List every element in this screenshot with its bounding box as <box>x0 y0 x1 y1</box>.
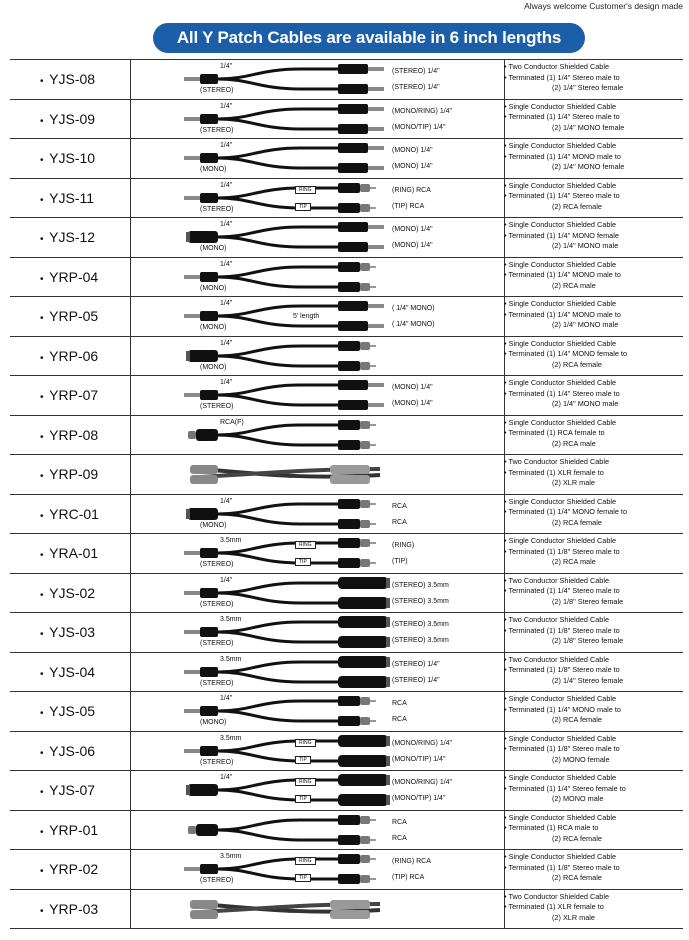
description-line: • Terminated (1) 1/4" MONO female <box>504 230 619 240</box>
cable-label: (MONO) 1/4" <box>392 400 433 407</box>
cable-description <box>504 655 682 687</box>
cable-table <box>10 59 683 929</box>
cable-label: (MONO) 1/4" <box>392 226 433 233</box>
description-line: (2) 1/4" Stereo female <box>552 675 624 685</box>
part-code: • YRP-08 <box>40 426 99 443</box>
part-code: • YRP-05 <box>40 308 99 324</box>
description-line: (2) RCA female <box>552 201 602 211</box>
description-line: • Single Conductor Shielded Cable <box>504 733 617 743</box>
cable-description <box>504 852 682 884</box>
cable-label: 1/4" <box>220 181 233 189</box>
cable-label: TIP <box>295 874 311 882</box>
cable-label: (MONO/RING) 1/4" <box>392 739 453 747</box>
cable-label: (STEREO) 3.5mm <box>392 581 449 589</box>
cable-description <box>504 62 682 94</box>
cable-label: (MONO) <box>200 521 227 529</box>
table-row <box>10 652 683 692</box>
description-line: (2) RCA female <box>552 873 602 882</box>
cable-label: 1/4" <box>220 260 233 268</box>
description-line: • Single Conductor Shielded Cable <box>504 852 617 861</box>
cable-label: (TIP) <box>392 558 408 565</box>
cable-label: (STEREO) <box>200 758 234 766</box>
cable-label: (STEREO) <box>200 679 234 687</box>
table-row <box>10 99 683 139</box>
description-line: • Single Conductor Shielded Cable <box>504 220 617 229</box>
description-line: • Two Conductor Shielded Cable <box>504 457 610 466</box>
cable-label: TIP <box>295 558 311 566</box>
cable-label: (STEREO) 1/4" <box>392 84 440 91</box>
description-line: • Terminated (1) RCA male to <box>504 823 599 832</box>
part-code: • YRA-01 <box>40 545 99 561</box>
description-line: • Terminated (1) XLR female to <box>504 467 604 477</box>
description-line: • Two Conductor Shielded Cable <box>504 62 610 71</box>
part-code: • YJS-09 <box>40 110 96 127</box>
cable-label: 3.5mm <box>220 655 242 663</box>
description-line: (2) MONO female <box>552 754 610 764</box>
cable-illustration <box>130 692 504 730</box>
cable-illustration <box>130 850 504 888</box>
part-code: • YJS-10 <box>40 150 96 166</box>
description-line: (2) 1/8" Stereo female <box>552 596 624 606</box>
part-code: • YJS-05 <box>40 703 96 719</box>
cable-illustration <box>130 337 504 375</box>
part-code: • YRP-06 <box>40 347 99 364</box>
cable-label: (STEREO) 3.5mm <box>392 637 449 644</box>
cable-label: ( 1/4" MONO) <box>392 305 435 312</box>
cable-illustration <box>130 613 504 651</box>
cable-label: (STEREO) 1/4" <box>392 676 440 684</box>
description-line: • Terminated (1) 1/4" Stereo male to <box>504 112 620 121</box>
part-code: • YRP-01 <box>40 821 99 838</box>
cable-illustration <box>130 455 504 493</box>
cable-description <box>504 892 682 924</box>
cable-label: RING <box>295 739 316 747</box>
description-line: (2) 1/8" Stereo female <box>552 636 624 645</box>
part-code: • YRP-02 <box>40 861 99 877</box>
table-row <box>10 612 683 652</box>
description-line: • Single Conductor Shielded Cable <box>504 496 617 506</box>
cable-label: RCA <box>392 518 407 526</box>
cable-illustration <box>130 60 504 98</box>
description-line: • Terminated (1) 1/4" MONO male to <box>504 270 621 279</box>
cable-label: 3.5mm <box>220 537 242 544</box>
part-code: • YRP-03 <box>40 900 99 917</box>
cable-label: RING <box>295 857 316 865</box>
cable-description <box>504 536 682 568</box>
cable-label: (STEREO) <box>200 126 234 134</box>
cable-illustration <box>130 139 504 177</box>
cable-illustration <box>130 179 504 217</box>
description-line: • Terminated (1) 1/8" Stereo male to <box>504 862 620 872</box>
part-code: • YJS-02 <box>40 584 96 601</box>
cable-description <box>504 813 682 845</box>
cable-description <box>504 378 682 410</box>
table-row <box>10 889 683 930</box>
cable-label: RING <box>295 778 316 786</box>
table-row <box>10 849 683 889</box>
cable-label: RCA <box>392 502 407 510</box>
description-line: (2) RCA female <box>552 833 602 843</box>
table-row <box>10 336 683 376</box>
description-line: (2) RCA female <box>552 359 602 369</box>
cable-label: (MONO) <box>200 284 227 292</box>
cable-label: 3.5mm <box>220 853 242 860</box>
cable-label: 5' length <box>293 313 320 320</box>
description-line: • Single Conductor Shielded Cable <box>504 259 617 269</box>
part-code: • YJS-08 <box>40 71 96 87</box>
description-line: • Terminated (1) 1/4" MONO female to <box>504 349 628 358</box>
cable-label: (STEREO) 3.5mm <box>392 597 449 605</box>
description-line: (2) 1/4" MONO female <box>552 122 625 132</box>
cable-illustration <box>130 890 504 928</box>
description-line: • Terminated (1) 1/4" MONO female to <box>504 507 628 516</box>
tagline: Always welcome Customer's design made <box>524 1 683 11</box>
cable-description <box>504 418 682 450</box>
part-code: • YJS-07 <box>40 782 96 798</box>
description-line: • Two Conductor Shielded Cable <box>504 575 610 585</box>
description-line: • Single Conductor Shielded Cable <box>504 338 617 348</box>
part-code: • YJS-03 <box>40 624 96 640</box>
cable-label: RING <box>295 186 316 194</box>
cable-label: 1/4" <box>220 102 233 110</box>
table-row <box>10 691 683 731</box>
cable-label: 1/4" <box>220 774 233 781</box>
cable-label: (STEREO) <box>200 561 234 568</box>
cable-label: RCA(F) <box>220 418 244 426</box>
cable-label: 1/4" <box>220 695 233 702</box>
cable-label: 1/4" <box>220 63 233 70</box>
description-line: • Single Conductor Shielded Cable <box>504 773 617 782</box>
description-line: • Terminated (1) 1/4" Stereo male to <box>504 191 620 200</box>
description-line: • Terminated (1) 1/8" Stereo male to <box>504 625 620 635</box>
cable-description <box>504 339 682 371</box>
table-row <box>10 533 683 573</box>
cable-illustration <box>130 376 504 414</box>
cable-label: (STEREO) <box>200 403 234 410</box>
description-line: (2) RCA male <box>552 438 596 448</box>
description-line: (2) XLR male <box>552 912 595 922</box>
table-row <box>10 296 683 336</box>
cable-label: (STEREO) 1/4" <box>392 660 440 668</box>
cable-illustration <box>130 297 504 335</box>
table-row <box>10 573 683 613</box>
description-line: (2) 1/4" Stereo female <box>552 83 624 92</box>
part-code: • YRP-09 <box>40 466 99 482</box>
part-code: • YRP-07 <box>40 387 99 403</box>
cable-label: (MONO/TIP) 1/4" <box>392 123 446 131</box>
description-line: • Single Conductor Shielded Cable <box>504 812 617 822</box>
cable-label: 1/4" <box>220 576 233 584</box>
description-line: • Terminated (1) 1/8" Stereo male to <box>504 744 620 753</box>
cable-description <box>504 181 682 213</box>
cable-label: (MONO/RING) 1/4" <box>392 107 453 115</box>
table-row <box>10 59 683 99</box>
cable-label: (STEREO) <box>200 877 234 884</box>
cable-description <box>504 497 682 529</box>
cable-description <box>504 694 682 726</box>
description-line: • Terminated (1) 1/4" Stereo male to <box>504 72 620 82</box>
description-line: • Single Conductor Shielded Cable <box>504 299 617 308</box>
description-line: • Two Conductor Shielded Cable <box>504 654 610 664</box>
table-row <box>10 217 683 257</box>
description-line: • Single Conductor Shielded Cable <box>504 101 617 111</box>
cable-label: (STEREO) <box>200 205 234 213</box>
cable-label: (STEREO) <box>200 640 234 647</box>
cable-illustration <box>130 495 504 533</box>
cable-label: (MONO) <box>200 166 227 173</box>
cable-label: (MONO) <box>200 245 227 252</box>
description-line: (2) RCA male <box>552 280 596 290</box>
description-line: (2) 1/4" MONO male <box>552 399 619 408</box>
cable-label: (MONO/TIP) 1/4" <box>392 795 446 802</box>
cable-label: (MONO/RING) 1/4" <box>392 779 453 786</box>
cable-label: (MONO) 1/4" <box>392 384 433 391</box>
description-line: • Terminated (1) 1/4" Stereo female to <box>504 783 626 793</box>
description-line: • Terminated (1) 1/4" Stereo male to <box>504 586 620 595</box>
cable-label: (RING) <box>392 542 415 549</box>
cable-label: 1/4" <box>220 379 233 386</box>
part-code: • YJS-12 <box>40 229 96 245</box>
cable-label: (MONO) 1/4" <box>392 242 433 249</box>
description-line: • Terminated (1) RCA female to <box>504 428 605 437</box>
description-line: • Single Conductor Shielded Cable <box>504 536 617 545</box>
cable-description <box>504 734 682 766</box>
cable-description <box>504 260 682 292</box>
table-row <box>10 494 683 534</box>
cable-illustration <box>130 416 504 454</box>
description-line: (2) RCA male <box>552 557 596 566</box>
cable-label: 1/4" <box>220 497 233 505</box>
cable-illustration <box>130 258 504 296</box>
description-line: • Terminated (1) 1/4" MONO male to <box>504 151 621 161</box>
description-line: • Single Conductor Shielded Cable <box>504 417 617 427</box>
part-code: • YJS-06 <box>40 742 96 759</box>
cable-description <box>504 220 682 252</box>
cable-illustration <box>130 811 504 849</box>
table-row <box>10 375 683 415</box>
table-row <box>10 415 683 455</box>
table-row <box>10 454 683 494</box>
cable-label: RCA <box>392 818 407 826</box>
description-line: • Single Conductor Shielded Cable <box>504 180 617 190</box>
cable-label: TIP <box>295 203 311 211</box>
cable-label: (STEREO) <box>200 600 234 608</box>
table-row <box>10 810 683 850</box>
cable-label: (RING) RCA <box>392 186 431 194</box>
description-line: • Terminated (1) 1/4" MONO male to <box>504 309 621 319</box>
description-line: (2) RCA female <box>552 715 602 724</box>
cable-description <box>504 141 682 173</box>
cable-label: (MONO) <box>200 719 227 726</box>
cable-label: 1/4" <box>220 142 233 149</box>
description-line: • Terminated (1) 1/4" MONO male to <box>504 704 621 714</box>
table-row <box>10 731 683 771</box>
cable-description <box>504 615 682 647</box>
table-row <box>10 257 683 297</box>
description-line: (2) XLR male <box>552 478 595 487</box>
description-line: • Terminated (1) 1/8" Stereo male to <box>504 546 620 556</box>
description-line: • Single Conductor Shielded Cable <box>504 141 617 150</box>
description-line: (2) 1/4" MONO male <box>552 241 619 250</box>
cable-description <box>504 773 682 805</box>
cable-label: (MONO) <box>200 363 227 371</box>
cable-illustration <box>130 653 504 691</box>
part-code: • YJS-04 <box>40 663 96 680</box>
cable-label: RCA <box>392 700 407 707</box>
cable-label: TIP <box>295 756 311 764</box>
description-line: (2) 1/4" MONO male <box>552 320 619 329</box>
description-line: • Terminated (1) XLR female to <box>504 902 604 911</box>
description-line: • Single Conductor Shielded Cable <box>504 694 617 703</box>
cable-label: (RING) RCA <box>392 858 431 865</box>
cable-illustration <box>130 534 504 572</box>
cable-illustration <box>130 732 504 770</box>
description-line: • Single Conductor Shielded Cable <box>504 378 617 387</box>
cable-label: 1/4" <box>220 339 233 347</box>
cable-label: 1/4" <box>220 300 233 307</box>
cable-illustration <box>130 574 504 612</box>
cable-label: (STEREO) 1/4" <box>392 68 440 75</box>
table-row <box>10 178 683 218</box>
cable-illustration <box>130 100 504 138</box>
cable-description <box>504 576 682 608</box>
description-line: (2) MONO male <box>552 794 604 803</box>
cable-label: ( 1/4" MONO) <box>392 321 435 328</box>
cable-label: RCA <box>392 716 407 723</box>
description-line: (2) 1/4" MONO female <box>552 162 625 171</box>
cable-label: (TIP) RCA <box>392 874 425 881</box>
table-row <box>10 138 683 178</box>
cable-label: (MONO) <box>200 324 227 331</box>
description-line: • Two Conductor Shielded Cable <box>504 615 610 624</box>
cable-label: (TIP) RCA <box>392 202 425 210</box>
part-code: • YRC-01 <box>40 505 99 522</box>
part-code: • YRP-04 <box>40 268 99 285</box>
cable-label: 1/4" <box>220 221 233 228</box>
description-line: • Terminated (1) 1/4" Stereo male to <box>504 388 620 398</box>
page-banner: All Y Patch Cables are available in 6 inch lengths <box>153 23 585 53</box>
cable-label: (MONO) 1/4" <box>392 147 433 154</box>
cable-label: (MONO) 1/4" <box>392 163 433 170</box>
description-line: • Two Conductor Shielded Cable <box>504 891 610 901</box>
cable-illustration <box>130 218 504 256</box>
part-code: • YJS-11 <box>40 189 95 206</box>
cable-label: TIP <box>295 795 311 803</box>
cable-description <box>504 102 682 134</box>
cable-illustration <box>130 771 504 809</box>
cable-description <box>504 299 682 331</box>
cable-label: 3.5mm <box>220 734 242 742</box>
description-line: (2) RCA female <box>552 517 602 527</box>
cable-label: 3.5mm <box>220 616 242 623</box>
description-line: • Terminated (1) 1/8" Stereo male to <box>504 665 620 674</box>
cable-description <box>504 457 682 489</box>
cable-label: RING <box>295 541 316 549</box>
cable-label: (MONO/TIP) 1/4" <box>392 755 446 763</box>
cable-label: (STEREO) <box>200 87 234 94</box>
cable-label: (STEREO) 3.5mm <box>392 621 449 628</box>
table-row <box>10 770 683 810</box>
cable-label: RCA <box>392 834 407 842</box>
